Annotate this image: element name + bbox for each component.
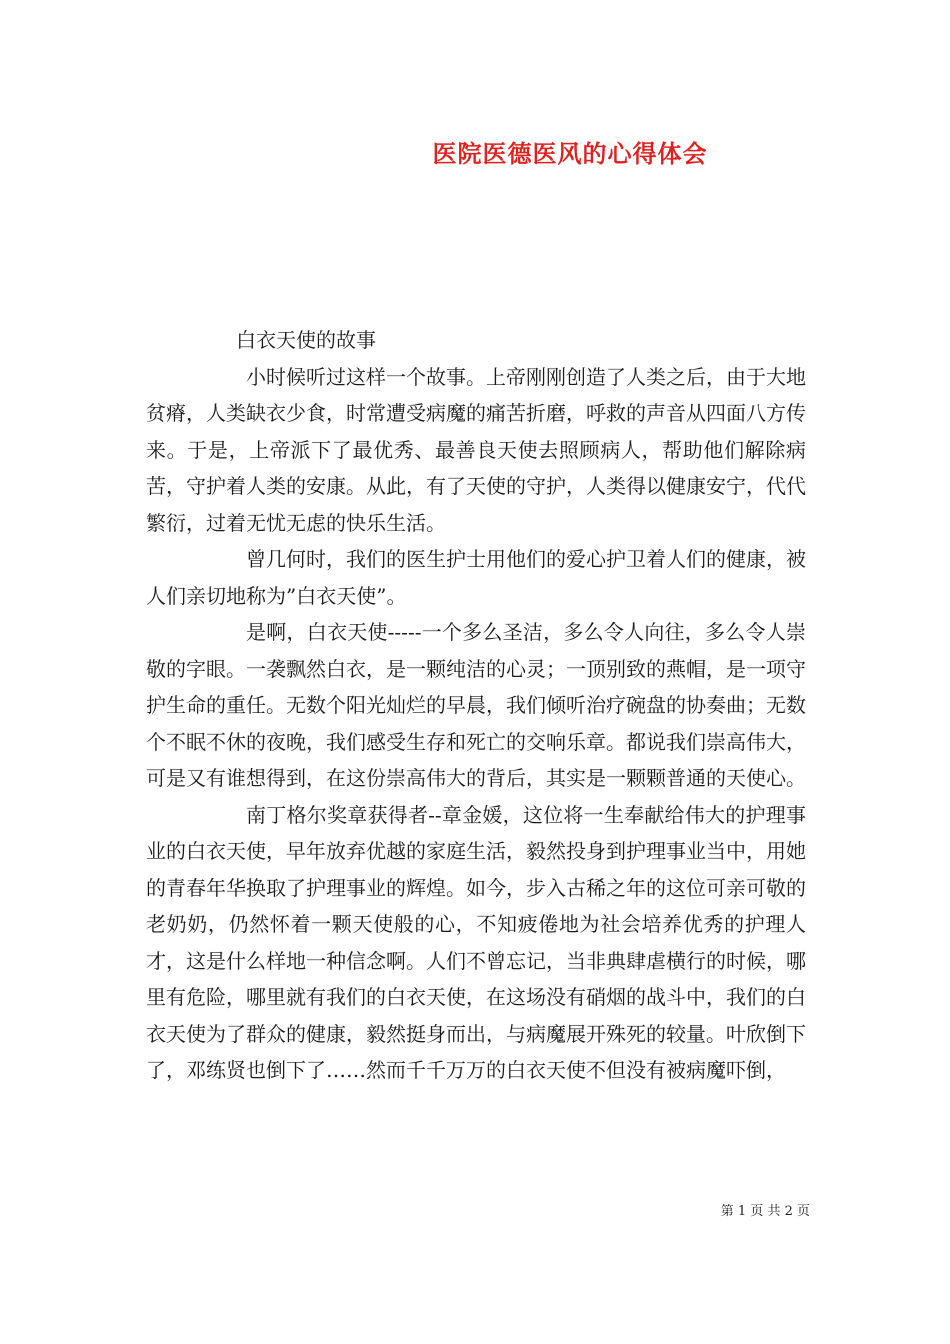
section-heading: 白衣天使的故事 bbox=[236, 328, 376, 352]
paragraph: 曾几何时，我们的医生护士用他们的爱心护卫着人们的健康，被人们亲切地称为”白衣天使”。 bbox=[146, 547, 806, 608]
document-title: 医院医德医风的心得体会 bbox=[432, 139, 708, 168]
paragraph: 小时候听过这样一个故事。上帝刚刚创造了人类之后，由于大地贫瘠，人类缺衣少食，时常遭受病魔的痛苦折磨，呼救的声音从四面八方传来。于是，上帝派下了最优秀、最善良天使去照顾病人，帮助他们解除病苦，守护着人类的安康。从此，有了天使的守护，人类得以健康安宁，代代繁衍，过着无忧无虑的快乐生活。 bbox=[146, 364, 806, 535]
document-body bbox=[146, 322, 806, 1089]
page-number: 第 1 页 共 2 页 bbox=[720, 1204, 810, 1219]
paragraph: 是啊，白衣天使-----一个多么圣洁，多么令人向往，多么令人崇敬的字眼。一袭飘然白衣，是一颗纯洁的心灵；一顶别致的燕帽，是一项守护生命的重任。无数个阳光灿烂的早晨，我们倾听治疗碗盘的协奏曲；无数个不眠不休的夜晚，我们感受生存和死亡的交响乐章。都说我们崇高伟大，可是又有谁想得到，在这份崇高伟大的背后，其实是一颗颗普通的天使心。 bbox=[146, 620, 806, 790]
paragraph: 南丁格尔奖章获得者--章金媛，这位将一生奉献给伟大的护理事业的白衣天使，早年放弃优越的家庭生活，毅然投身到护理事业当中，用她的青春年华换取了护理事业的辉煌。如今，步入古稀之年的这位可亲可敬的老奶奶，仍然怀着一颗天使般的心，不知疲倦地为社会培养优秀的护理人才，这是什么样地一种信念啊。人们不曾忘记，当非典肆虐横行的时候，哪里有危险，哪里就有我们的白衣天使，在这场没有硝烟的战斗中，我们的白衣天使为了群众的健康，毅然挺身而出，与病魔展开殊死的较量。叶欣倒下了，邓练贤也倒下了……然而千千万万的白衣天使不但没有被病魔吓倒， bbox=[146, 802, 806, 1082]
